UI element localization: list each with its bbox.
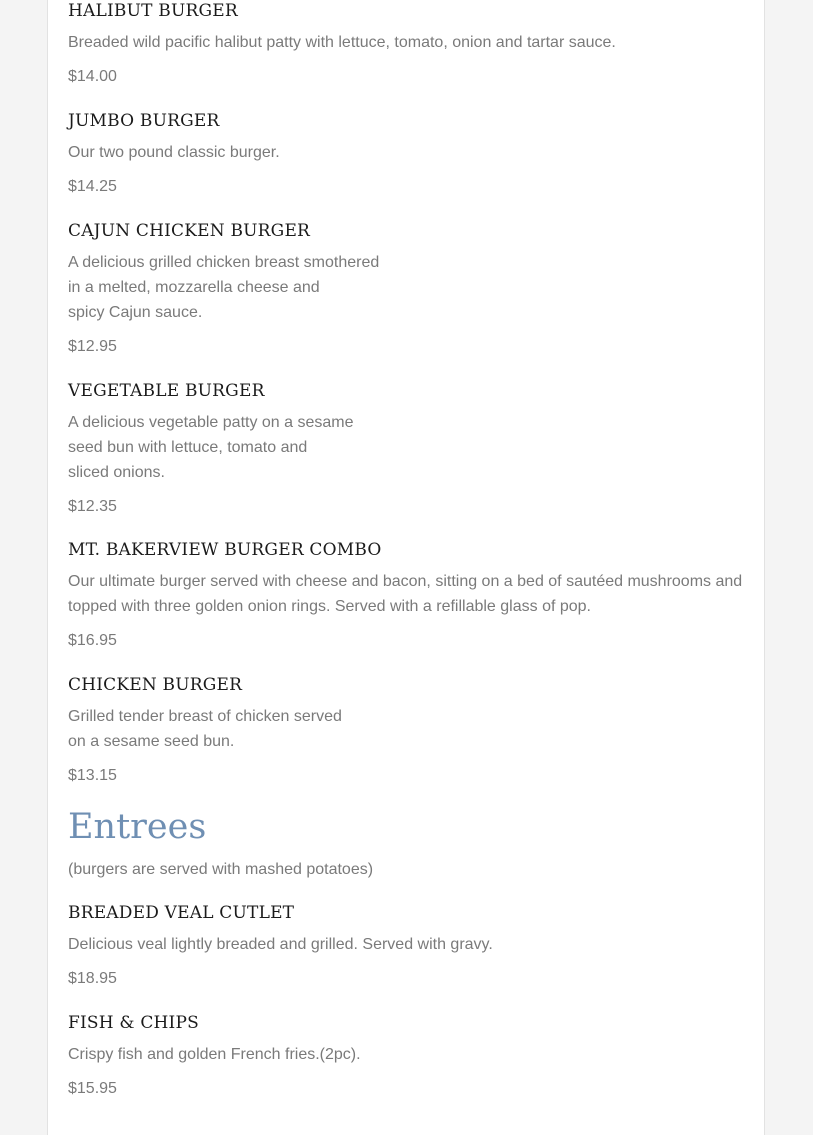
menu-item-chicken-burger — [68, 674, 748, 786]
description-line: topped with three golden onion rings. Served with a refillable glass of pop. — [68, 598, 591, 615]
description-line: Our ultimate burger served with cheese and bacon, sitting on a bed of sautéed mushrooms and — [68, 573, 743, 590]
menu-item-price: $18.95 — [68, 970, 117, 987]
menu-item-cajun-chicken-burger — [68, 220, 748, 357]
description-line: A delicious grilled chicken breast smothered — [68, 254, 380, 271]
description-line: Delicious veal lightly breaded and grilled. Served with gravy. — [68, 936, 493, 953]
menu-item-description — [68, 410, 748, 485]
description-line: Breaded wild pacific halibut patty with lettuce, tomato, onion and tartar sauce. — [68, 34, 616, 51]
menu-item-price: $13.15 — [68, 767, 117, 784]
menu-item-name: HALIBUT BURGER — [68, 1, 238, 21]
menu-item-halibut-burger — [68, 0, 748, 87]
menu-item-description — [68, 1042, 748, 1067]
menu-item-name: BREADED VEAL CUTLET — [68, 903, 295, 923]
menu-item-description — [68, 30, 748, 55]
menu-item-name: FISH & CHIPS — [68, 1013, 199, 1033]
menu-item-description — [68, 932, 748, 957]
menu-card — [47, 0, 765, 1135]
section-heading-entrees: Entrees — [68, 807, 207, 847]
menu-item-price: $16.95 — [68, 632, 117, 649]
menu-item-price: $12.95 — [68, 338, 117, 355]
menu-item-name: CAJUN CHICKEN BURGER — [68, 221, 311, 241]
description-line: in a melted, mozzarella cheese and — [68, 279, 320, 296]
menu-item-price: $12.35 — [68, 498, 117, 515]
menu-item-description — [68, 140, 748, 165]
menu-item-description — [68, 704, 748, 754]
menu-item-name: JUMBO BURGER — [68, 111, 220, 131]
menu-item-vegetable-burger — [68, 380, 748, 517]
section-note: (burgers are served with mashed potatoes) — [68, 861, 374, 878]
menu-item-description — [68, 569, 748, 619]
menu-item-mt-bakerview-burger-combo — [68, 539, 748, 651]
menu-item-name: MT. BAKERVIEW BURGER COMBO — [68, 540, 382, 560]
menu-item-description — [68, 250, 748, 325]
description-line: on a sesame seed bun. — [68, 733, 235, 750]
menu-item-price: $14.00 — [68, 68, 117, 85]
description-line: Our two pound classic burger. — [68, 144, 280, 161]
menu-item-name: VEGETABLE BURGER — [68, 381, 265, 401]
description-line: spicy Cajun sauce. — [68, 304, 203, 321]
description-line: sliced onions. — [68, 464, 165, 481]
menu-item-jumbo-burger — [68, 110, 748, 197]
description-line: Crispy fish and golden French fries.(2pc). — [68, 1046, 361, 1063]
menu-item-fish-and-chips — [68, 1012, 748, 1099]
description-line: A delicious vegetable patty on a sesame — [68, 414, 354, 431]
menu-item-price: $14.25 — [68, 178, 117, 195]
menu-item-breaded-veal-cutlet — [68, 902, 748, 989]
description-line: Grilled tender breast of chicken served — [68, 708, 342, 725]
description-line: seed bun with lettuce, tomato and — [68, 439, 308, 456]
menu-item-name: CHICKEN BURGER — [68, 675, 243, 695]
menu-item-price: $15.95 — [68, 1080, 117, 1097]
